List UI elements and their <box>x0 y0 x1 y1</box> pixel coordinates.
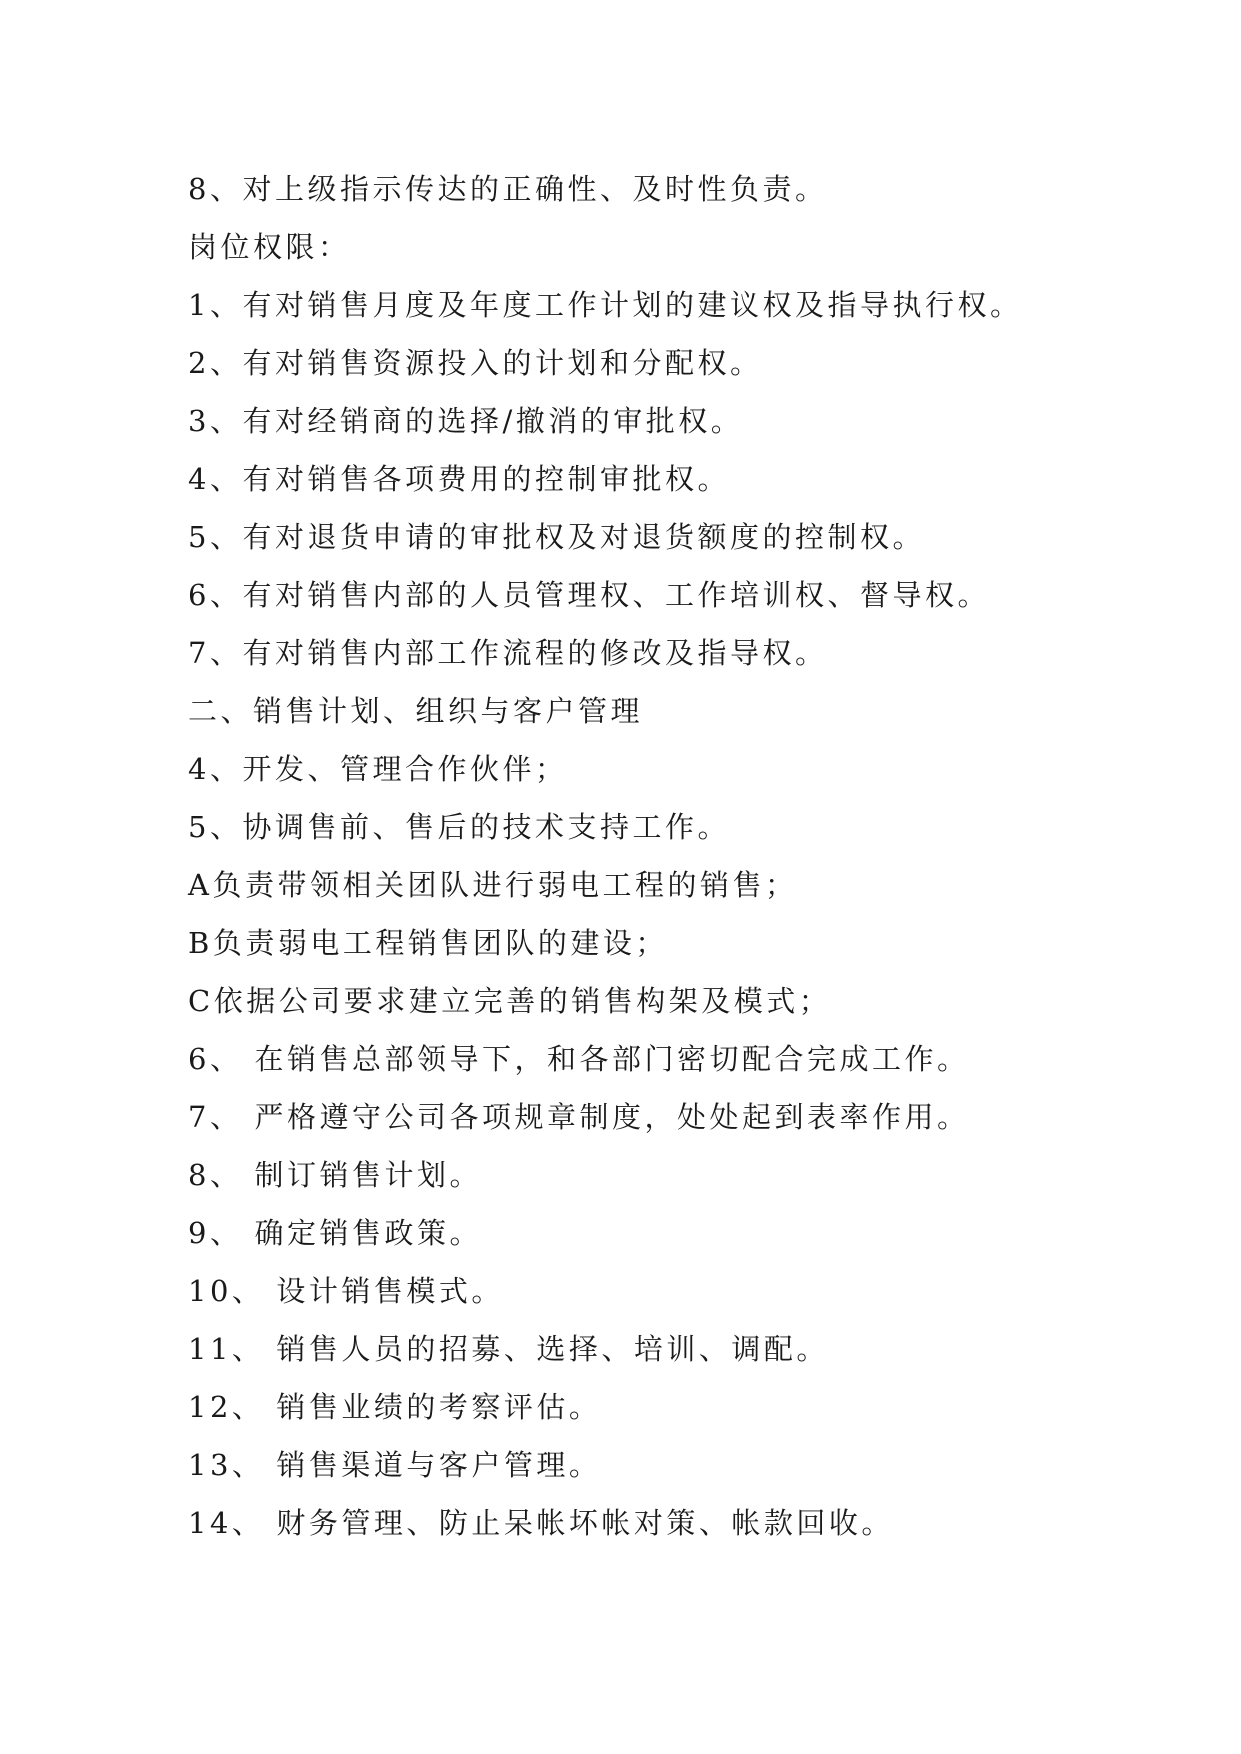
document-line <box>188 1494 1088 1552</box>
line-number: 7、 <box>188 1100 243 1134</box>
line-number: 11、 <box>188 1332 265 1366</box>
line-number: C <box>188 984 214 1018</box>
document-line <box>188 972 1088 1030</box>
line-number: 4、 <box>188 752 243 786</box>
line-text: 在销售总部领导下，和各部门密切配合完成工作。 <box>254 1042 970 1076</box>
document-line <box>188 1320 1088 1378</box>
line-number: 3、 <box>188 404 243 438</box>
line-text: 二、销售计划、组织与客户管理 <box>188 694 644 728</box>
line-number: 13、 <box>188 1448 265 1482</box>
document-line <box>188 566 1088 624</box>
line-number: 12、 <box>188 1390 265 1424</box>
line-text: 协调售前、售后的技术支持工作。 <box>242 810 730 844</box>
line-text: 有对销售内部工作流程的修改及指导权。 <box>242 636 828 670</box>
line-text: 设计销售模式。 <box>276 1274 504 1308</box>
document-line <box>188 624 1088 682</box>
document-line <box>188 450 1088 508</box>
document-line <box>188 914 1088 972</box>
line-number: B <box>188 926 213 960</box>
document-line <box>188 508 1088 566</box>
line-number: 7、 <box>188 636 243 670</box>
line-number: 2、 <box>188 346 243 380</box>
line-text: 销售人员的招募、选择、培训、调配。 <box>276 1332 829 1366</box>
document-line <box>188 1262 1088 1320</box>
line-number: 9、 <box>188 1216 243 1250</box>
document-line <box>188 1436 1088 1494</box>
line-number: 1、 <box>188 288 243 322</box>
line-text: 有对销售月度及年度工作计划的建议权及指导执行权。 <box>242 288 1023 322</box>
line-number: 6、 <box>188 578 243 612</box>
document-line <box>188 740 1088 798</box>
line-text: 财务管理、防止呆帐坏帐对策、帐款回收。 <box>276 1506 894 1540</box>
line-text: 依据公司要求建立完善的销售构架及模式； <box>213 984 832 1018</box>
line-number: 6、 <box>188 1042 243 1076</box>
line-text: 确定销售政策。 <box>254 1216 482 1250</box>
line-text: 有对销售资源投入的计划和分配权。 <box>242 346 763 380</box>
line-text: 严格遵守公司各项规章制度，处处起到表率作用。 <box>254 1100 970 1134</box>
line-number: 4、 <box>188 462 243 496</box>
line-number: 10、 <box>188 1274 265 1308</box>
document-line <box>188 682 1088 740</box>
document-body <box>188 160 1088 1552</box>
line-text: 有对销售内部的人员管理权、工作培训权、督导权。 <box>242 578 990 612</box>
line-text: 开发、管理合作伙伴； <box>242 752 568 786</box>
line-number: A <box>188 868 213 902</box>
line-text: 有对经销商的选择/撤消的审批权。 <box>242 404 744 438</box>
line-number: 8、 <box>188 172 243 206</box>
document-line <box>188 1088 1088 1146</box>
document-line <box>188 392 1088 450</box>
line-text: 有对销售各项费用的控制审批权。 <box>242 462 730 496</box>
document-line <box>188 218 1088 276</box>
document-line <box>188 856 1088 914</box>
document-line <box>188 160 1088 218</box>
line-number: 5、 <box>188 520 243 554</box>
line-number: 5、 <box>188 810 243 844</box>
line-number: 8、 <box>188 1158 243 1192</box>
line-text: 销售业绩的考察评估。 <box>276 1390 602 1424</box>
document-line <box>188 1378 1088 1436</box>
line-text: 对上级指示传达的正确性、及时性负责。 <box>242 172 828 206</box>
line-text: 有对退货申请的审批权及对退货额度的控制权。 <box>242 520 925 554</box>
line-text: 销售渠道与客户管理。 <box>276 1448 602 1482</box>
line-number: 14、 <box>188 1506 265 1540</box>
document-line <box>188 798 1088 856</box>
line-text: 负责弱电工程销售团队的建设； <box>212 926 668 960</box>
document-line <box>188 1146 1088 1204</box>
document-line <box>188 334 1088 392</box>
line-text: 制订销售计划。 <box>254 1158 482 1192</box>
document-line <box>188 276 1088 334</box>
document-line <box>188 1204 1088 1262</box>
line-text: 岗位权限： <box>188 230 351 264</box>
document-line <box>188 1030 1088 1088</box>
line-text: 负责带领相关团队进行弱电工程的销售； <box>212 868 798 902</box>
